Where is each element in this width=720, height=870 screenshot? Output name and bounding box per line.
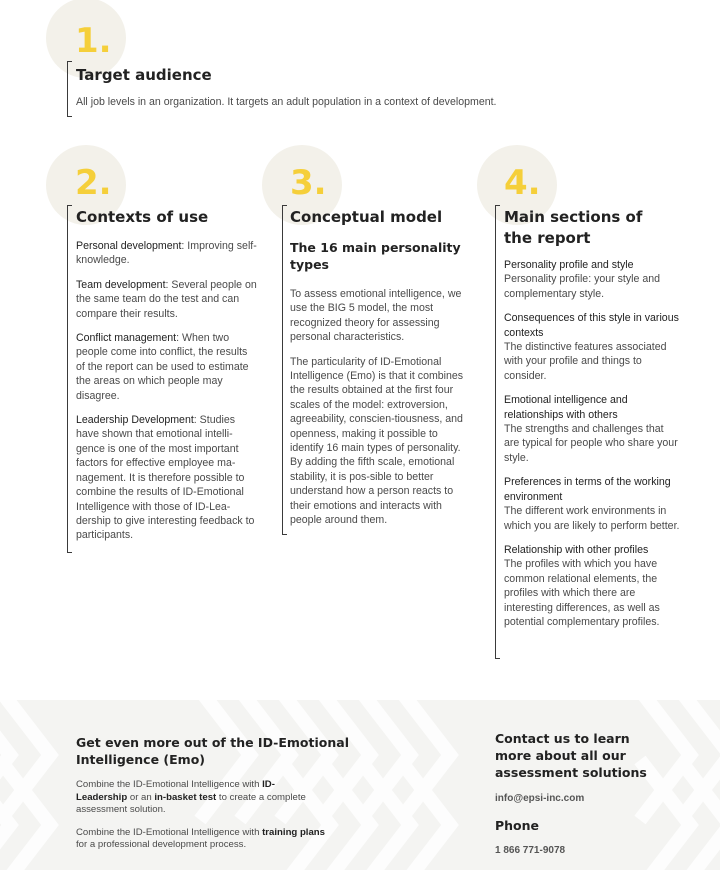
report-item-title: Relationship with other profiles bbox=[504, 543, 649, 556]
conceptual-paragraph: The particularity of ID-Emotional Intelligence (Emo) is that it combines the results obtained at the first four scales of the model: extroversion, agreeability, conscien-tiousness, and openness, making it possible to identify 16 main types of personality. By adding the fifth scale, emotional stability, it is pos-sible to better understand how a person reacts to their emotions and interacts with people around them. bbox=[290, 355, 464, 527]
context-label: Conflict management bbox=[76, 332, 177, 345]
context-item bbox=[76, 331, 258, 403]
report-item bbox=[504, 543, 680, 629]
context-text: : Several people on the same team do the test and can compare their results. bbox=[76, 278, 257, 320]
section-number-4: 4. bbox=[504, 163, 541, 203]
id-leadership-link: ID-Leadership bbox=[76, 779, 275, 803]
footer-paragraph-2: Combine the ID-Emotional Intelligence with training plans for a professional development process. bbox=[76, 826, 326, 850]
context-item bbox=[76, 413, 258, 543]
in-basket-test-link: in-basket test bbox=[154, 791, 217, 803]
context-item bbox=[76, 278, 258, 321]
footer-paragraph-1: Combine the ID-Emotional Intelligence with ID-Leadership or an in-basket test to create a complete assessment solution. bbox=[76, 779, 306, 815]
section-number-3: 3. bbox=[290, 163, 327, 203]
report-item-text: Personality profile: your style and complementary style. bbox=[504, 273, 661, 300]
contact-email[interactable]: info@epsi-inc.com bbox=[495, 793, 585, 804]
footer-text bbox=[76, 779, 326, 862]
report-item-title: Consequences of this style in various contexts bbox=[504, 312, 679, 339]
conceptual-subtitle: The 16 main personality types bbox=[290, 240, 461, 272]
context-label: Team development bbox=[76, 278, 166, 291]
footer-title: Get even more out of the ID-Emotional Intelligence (Emo) bbox=[76, 735, 349, 767]
report-item-text: The different work environments in which you are likely to perform better. bbox=[504, 505, 680, 532]
report-item-title: Preferences in terms of the working environment bbox=[504, 476, 671, 503]
conceptual-paragraph: To assess emotional intelligence, we use the BIG 5 model, the most recognized theory for assessing personal characteristics. bbox=[290, 288, 462, 344]
training-plans-link: training plans bbox=[262, 826, 326, 838]
report-item-text: The distinctive features associated with your profile and things to consider. bbox=[504, 341, 667, 382]
phone-label: Phone bbox=[495, 818, 540, 833]
section-number-2: 2. bbox=[75, 163, 112, 203]
conceptual-body bbox=[290, 239, 472, 538]
report-item-text: The profiles with which you have common relational elements, the profiles with which there are interesting differences, as well as potential complementary profiles. bbox=[504, 558, 660, 628]
report-item bbox=[504, 393, 680, 465]
target-audience-title: Target audience bbox=[76, 66, 212, 84]
bracket-3 bbox=[282, 205, 287, 535]
target-audience-text: All job levels in an organization. It targets an adult population in a context of development. bbox=[76, 96, 497, 108]
context-label: Leadership Development bbox=[76, 414, 194, 427]
context-text: : Improving self-knowledge. bbox=[76, 240, 257, 267]
context-text: : Studies have shown that emotional intelli-gence is one of the most important factors for effective employee ma-nagement. It is therefore possible to combine the results of ID-Emotional Intelligence with those of ID-Lea-dership to give interesting feedback to participants. bbox=[76, 414, 255, 542]
bracket-4 bbox=[495, 205, 500, 659]
report-sections-list bbox=[504, 258, 680, 639]
report-title: Main sections of the report bbox=[504, 208, 643, 247]
context-label: Personal development bbox=[76, 240, 182, 252]
report-item-text: The strengths and challenges that are typical for people who share your style. bbox=[504, 423, 678, 464]
bracket-2 bbox=[67, 205, 72, 553]
bracket-1 bbox=[67, 61, 72, 117]
report-item bbox=[504, 258, 680, 301]
report-item bbox=[504, 311, 680, 383]
contact-phone[interactable]: 1 866 771-9078 bbox=[495, 845, 566, 856]
report-item-title: Personality profile and style bbox=[504, 259, 634, 271]
report-item bbox=[504, 475, 680, 533]
context-item bbox=[76, 239, 258, 268]
section-number-1: 1. bbox=[75, 21, 112, 61]
report-item-title: Emotional intelligence and relationships with others bbox=[504, 394, 628, 421]
contact-title: Contact us to learn more about all our assessment solutions bbox=[495, 731, 647, 780]
conceptual-title: Conceptual model bbox=[290, 208, 443, 226]
context-text: : When two people come into conflict, the results of the report can be used to estimate the areas on which people may disagree. bbox=[76, 332, 249, 402]
footer-banner bbox=[0, 700, 720, 870]
contexts-title: Contexts of use bbox=[76, 208, 209, 226]
contexts-list bbox=[76, 239, 258, 553]
